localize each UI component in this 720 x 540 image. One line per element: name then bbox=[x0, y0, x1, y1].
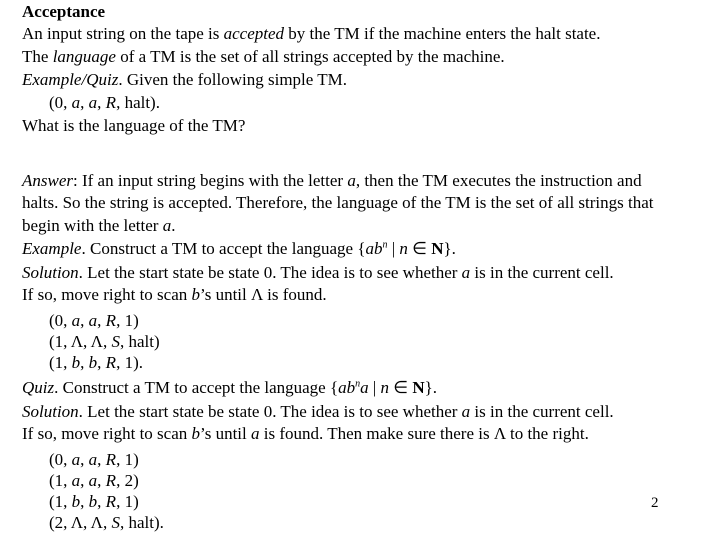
text-segment: b bbox=[88, 353, 98, 372]
text-segment: a bbox=[88, 471, 98, 490]
tm-instruction bbox=[49, 93, 160, 113]
text-segment: Quiz bbox=[22, 378, 55, 397]
text-segment: , 1). bbox=[116, 353, 143, 372]
text-segment: a bbox=[71, 450, 81, 469]
text-segment: , bbox=[97, 492, 106, 511]
tm-instruction bbox=[49, 450, 139, 470]
text-segment: b bbox=[191, 285, 200, 304]
text-segment: }. bbox=[424, 378, 438, 397]
text-segment: ∈ bbox=[407, 239, 432, 258]
text-segment: . Construct a TM to accept the language { bbox=[54, 378, 339, 397]
text-segment: n bbox=[355, 378, 361, 390]
text-line bbox=[22, 171, 642, 191]
text-segment: , bbox=[80, 450, 89, 469]
text-segment: | bbox=[368, 378, 381, 397]
text-segment: , bbox=[80, 492, 89, 511]
text-segment: (0, bbox=[49, 311, 72, 330]
text-segment: : If an input string begins with the letter bbox=[73, 171, 348, 190]
text-segment: An input string on the tape is bbox=[22, 24, 224, 43]
text-segment: ’s until bbox=[200, 424, 252, 443]
text-segment: . Let the start state be state 0. The idea is to see whether bbox=[78, 402, 462, 421]
tm-instruction bbox=[49, 471, 139, 491]
text-line bbox=[22, 424, 589, 444]
text-segment: n bbox=[382, 239, 388, 251]
text-segment: Example/Quiz bbox=[22, 70, 119, 89]
text-segment: a bbox=[461, 263, 471, 282]
text-segment: Answer bbox=[22, 171, 73, 190]
text-segment: is in the current cell. bbox=[470, 263, 614, 282]
text-segment: accepted bbox=[223, 24, 285, 43]
text-segment: a bbox=[71, 93, 81, 112]
text-segment: S bbox=[111, 513, 120, 532]
text-segment: a bbox=[88, 450, 98, 469]
text-line bbox=[22, 24, 600, 44]
text-line bbox=[22, 193, 654, 213]
text-segment: (1, bbox=[49, 492, 72, 511]
text-segment: . Let the start state be state 0. The idea is to see whether bbox=[78, 263, 462, 282]
text-segment: R bbox=[105, 492, 117, 511]
text-segment: N bbox=[412, 378, 425, 397]
text-segment: (2, Λ, Λ, bbox=[49, 513, 112, 532]
text-segment: . bbox=[171, 216, 176, 235]
text-segment: is found. Then make sure there is Λ to the right. bbox=[259, 424, 589, 443]
text-segment: Acceptance bbox=[22, 2, 106, 21]
text-segment: R bbox=[105, 471, 117, 490]
text-segment: , 2) bbox=[116, 471, 139, 490]
tm-instruction bbox=[49, 332, 160, 352]
text-segment: ab bbox=[338, 378, 356, 397]
text-segment: by the TM if the machine enters the halt state. bbox=[284, 24, 601, 43]
text-segment: a bbox=[71, 311, 81, 330]
text-segment: a bbox=[162, 216, 172, 235]
text-segment: b bbox=[88, 492, 98, 511]
text-segment: N bbox=[431, 239, 444, 258]
text-segment: , 1) bbox=[116, 450, 139, 469]
text-segment: Solution bbox=[22, 263, 79, 282]
text-segment: , bbox=[80, 93, 89, 112]
text-segment: R bbox=[105, 450, 117, 469]
text-segment: a bbox=[88, 311, 98, 330]
text-segment: a bbox=[461, 402, 471, 421]
text-segment: (1, bbox=[49, 471, 72, 490]
text-segment: , bbox=[80, 471, 89, 490]
text-line bbox=[22, 216, 175, 236]
text-segment: of a TM is the set of all strings accepted by the machine. bbox=[115, 47, 505, 66]
text-line bbox=[22, 47, 505, 67]
text-segment: , halt). bbox=[116, 93, 160, 112]
text-segment: a bbox=[360, 378, 369, 397]
text-segment: , halt). bbox=[119, 513, 164, 532]
text-segment: (1, Λ, Λ, bbox=[49, 332, 112, 351]
text-segment: , bbox=[80, 353, 89, 372]
text-segment: , halt) bbox=[119, 332, 160, 351]
text-segment: R bbox=[105, 353, 117, 372]
text-segment: . Given the following simple TM. bbox=[118, 70, 348, 89]
tm-instruction bbox=[49, 492, 139, 512]
text-segment: , bbox=[97, 471, 106, 490]
text-segment: , bbox=[97, 353, 106, 372]
text-segment: , bbox=[80, 311, 89, 330]
text-segment: language bbox=[52, 47, 116, 66]
text-segment: Example bbox=[22, 239, 82, 258]
text-segment: (0, bbox=[49, 450, 72, 469]
text-segment: ∈ bbox=[389, 378, 413, 397]
text-segment: , 1) bbox=[116, 311, 139, 330]
text-line bbox=[22, 402, 614, 422]
text-segment: a bbox=[71, 471, 81, 490]
section-heading bbox=[22, 2, 105, 22]
text-segment: , then the TM executes the instruction and bbox=[355, 171, 642, 190]
text-segment: , bbox=[97, 93, 106, 112]
text-segment: a bbox=[347, 171, 356, 190]
text-segment: b bbox=[191, 424, 200, 443]
text-segment: n bbox=[399, 239, 408, 258]
text-segment: If so, move right to scan bbox=[22, 424, 192, 443]
text-segment: begin with the letter bbox=[22, 216, 163, 235]
text-segment: (0, bbox=[49, 93, 72, 112]
text-segment: halts. So the string is accepted. Therefore, the language of the TM is the set of all strings that bbox=[22, 193, 654, 212]
text-segment: }. bbox=[443, 239, 456, 258]
tm-instruction bbox=[49, 353, 143, 373]
page-number: 2 bbox=[651, 495, 659, 511]
text-segment: ’s until Λ is found. bbox=[200, 285, 327, 304]
text-segment: Solution bbox=[22, 402, 79, 421]
text-segment: , 1) bbox=[116, 492, 139, 511]
text-segment: n bbox=[380, 378, 390, 397]
text-segment: (1, bbox=[49, 353, 72, 372]
text-segment: If so, move right to scan bbox=[22, 285, 192, 304]
text-segment: R bbox=[105, 93, 117, 112]
tm-instruction bbox=[49, 311, 139, 331]
text-line bbox=[22, 70, 347, 90]
text-segment: b bbox=[71, 353, 81, 372]
text-segment: , bbox=[97, 311, 106, 330]
text-segment: | bbox=[387, 239, 400, 258]
text-segment: a bbox=[251, 424, 260, 443]
text-line bbox=[22, 239, 456, 259]
text-line bbox=[22, 378, 437, 398]
text-segment: R bbox=[105, 311, 117, 330]
text-segment: The bbox=[22, 47, 53, 66]
text-segment: ab bbox=[365, 239, 383, 258]
tm-instruction bbox=[49, 513, 164, 533]
text-segment: is in the current cell. bbox=[470, 402, 614, 421]
text-segment: a bbox=[88, 93, 98, 112]
text-segment: , bbox=[97, 450, 106, 469]
text-line bbox=[22, 263, 614, 283]
text-segment: . Construct a TM to accept the language { bbox=[81, 239, 366, 258]
text-segment: b bbox=[71, 492, 81, 511]
text-segment: S bbox=[111, 332, 120, 351]
text-line bbox=[22, 285, 327, 305]
text-line bbox=[22, 116, 245, 136]
text-segment: What is the language of the TM? bbox=[22, 116, 246, 135]
